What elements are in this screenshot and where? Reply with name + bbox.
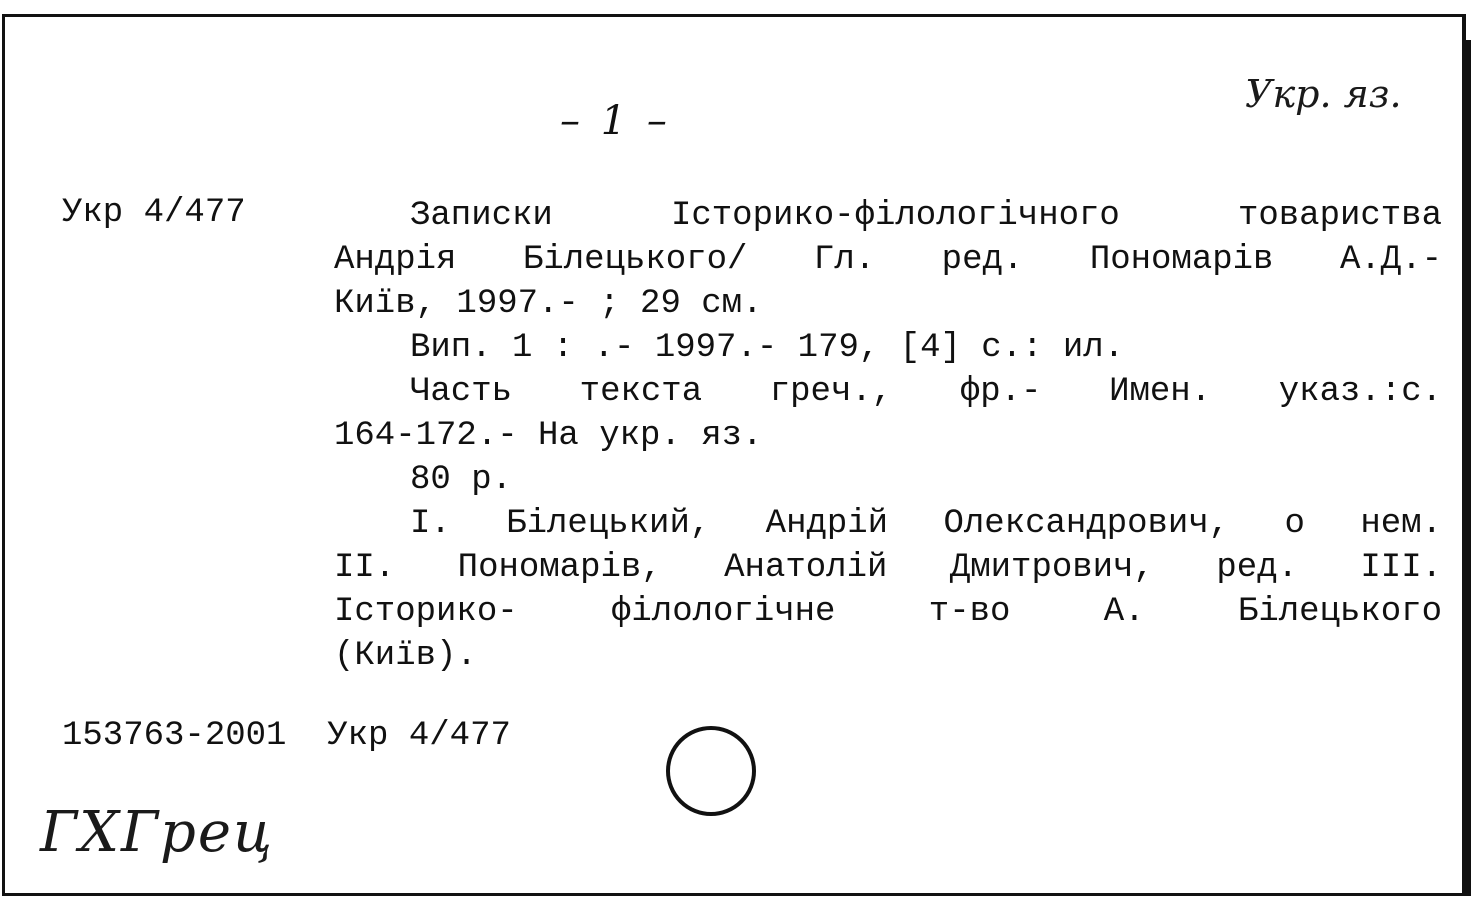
catalog-entry bbox=[334, 194, 1442, 678]
price: 80 р. bbox=[410, 461, 513, 499]
index-line-1: I. Білецький, Андрій Олександрович, о нем. bbox=[410, 505, 1442, 543]
card-edge-shadow bbox=[1466, 40, 1471, 896]
card-border-bottom bbox=[2, 893, 1466, 896]
index-line-2: II. Пономарів, Анатолій Дмитрович, ред. III. bbox=[334, 549, 1442, 587]
index-line-3: Історико- філологічне т-во А. Білецького bbox=[334, 593, 1442, 631]
index-line-4: (Київ). bbox=[334, 637, 477, 675]
note-line-1: Часть текста греч., фр.- Имен. указ.:с. bbox=[410, 373, 1442, 411]
card-border-top bbox=[2, 14, 1464, 17]
handwritten-code: ГХГрец bbox=[40, 800, 275, 865]
note-line-2: 164-172.- На укр. яз. bbox=[334, 417, 763, 455]
punch-hole bbox=[666, 726, 756, 816]
title-line-3: Київ, 1997.- ; 29 см. bbox=[334, 285, 763, 323]
issue-line: Вип. 1 : .- 1997.- 179, [4] с.: ил. bbox=[410, 329, 1125, 367]
accession-number: 153763-2001 bbox=[62, 717, 287, 755]
handwritten-language-note: Укр. яз. bbox=[1245, 72, 1402, 116]
shelf-mark: Укр 4/477 bbox=[62, 194, 246, 232]
footer-line bbox=[62, 717, 511, 755]
card-border-left bbox=[2, 14, 5, 896]
footer-shelf-mark: Укр 4/477 bbox=[327, 717, 511, 755]
title-line-1: Записки Історико-філологічного товариства bbox=[410, 197, 1442, 235]
card-number: – 1 – bbox=[560, 98, 671, 144]
title-line-2: Андрія Білецького/ Гл. ред. Пономарів А.Д.- bbox=[334, 241, 1442, 279]
